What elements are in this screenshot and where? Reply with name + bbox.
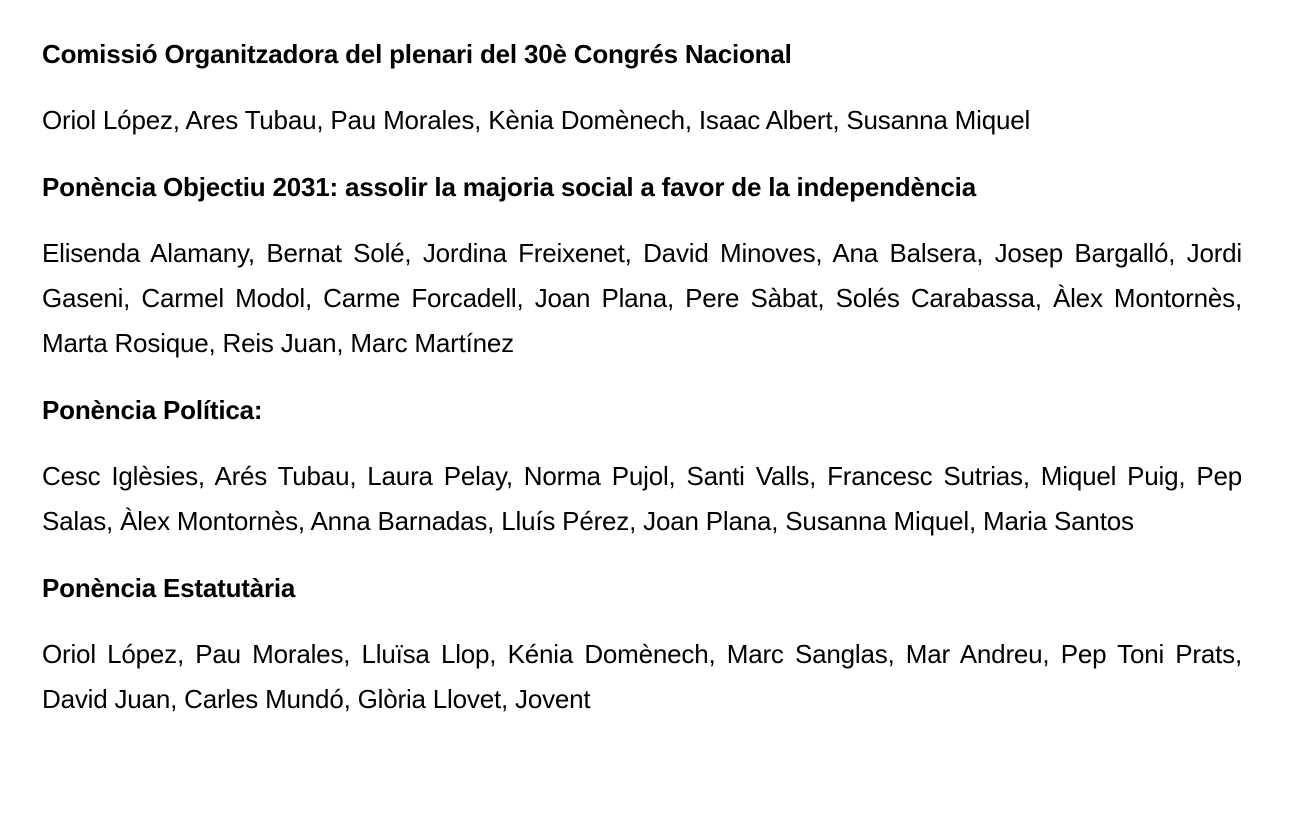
section-heading-comissio-organitzadora: Comissió Organitzadora del plenari del 30è Congrés Nacional	[42, 39, 792, 69]
section-members-ponencia-objectiu-2031: Elisenda Alamany, Bernat Solé, Jordina Freixenet, David Minoves, Ana Balsera, Josep Bargalló, Jordi Gaseni, Carmel Modol, Carme Forcadell, Joan Plana, Pere Sàbat, Solés Carabassa, Àlex Montornès, Marta Rosique, Reis Juan, Marc Martínez	[42, 238, 1242, 358]
section-members-ponencia-politica: Cesc Iglèsies, Arés Tubau, Laura Pelay, Norma Pujol, Santi Valls, Francesc Sutrias, Miquel Puig, Pep Salas, Àlex Montornès, Anna Barnadas, Lluís Pérez, Joan Plana, Susanna Miquel, Maria Santos	[42, 461, 1242, 536]
section-heading-ponencia-estatutaria: Ponència Estatutària	[42, 573, 296, 603]
section-members-ponencia-estatutaria: Oriol López, Pau Morales, Lluïsa Llop, Kénia Domènech, Marc Sanglas, Mar Andreu, Pep Toni Prats, David Juan, Carles Mundó, Glòria Llovet, Jovent	[42, 639, 1242, 714]
section-heading-ponencia-objectiu-2031: Ponència Objectiu 2031: assolir la majoria social a favor de la independència	[42, 172, 976, 202]
document-body	[42, 32, 1242, 744]
section-heading-ponencia-politica: Ponència Política:	[42, 395, 263, 425]
section-members-comissio-organitzadora: Oriol López, Ares Tubau, Pau Morales, Kènia Domènech, Isaac Albert, Susanna Miquel	[42, 105, 1031, 135]
